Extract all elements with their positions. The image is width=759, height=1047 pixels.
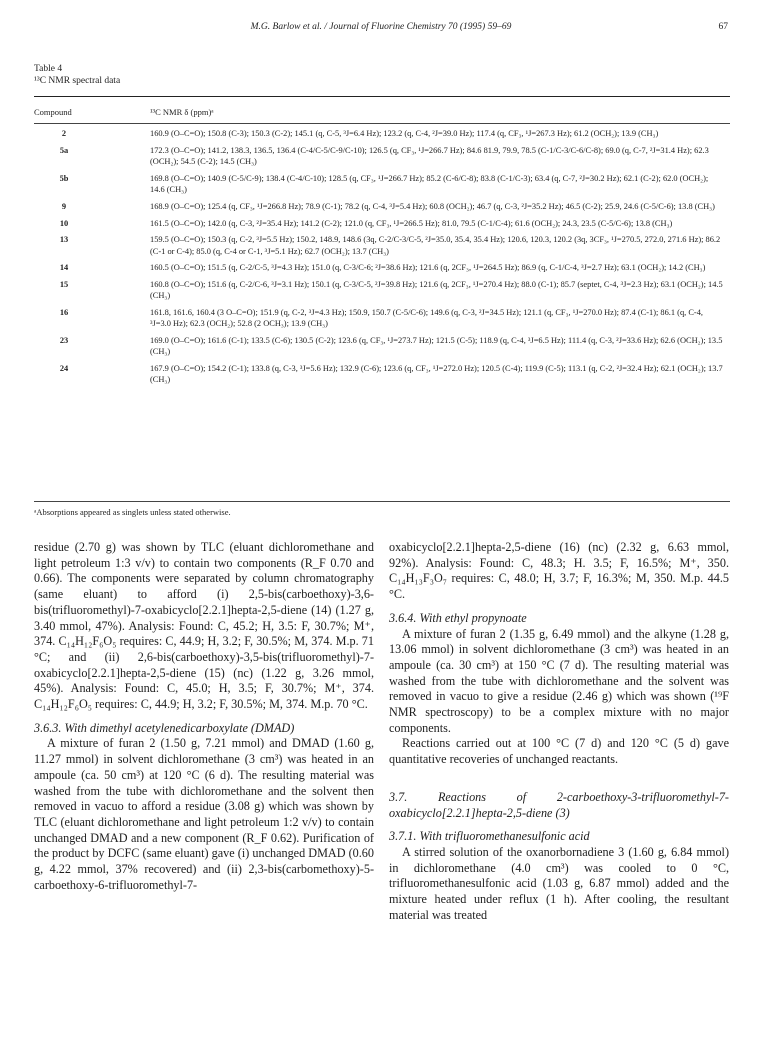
table-label: Table 4 [34, 64, 63, 74]
compound-id: 5a [59, 145, 69, 155]
left-text-column [34, 540, 374, 893]
table-row [34, 128, 730, 139]
table-body [34, 128, 730, 391]
page-number: 67 [718, 22, 728, 32]
journal-citation: M.G. Barlow et al. / Journal of Fluorine Chemistry 70 (1995) 59–69 [250, 22, 512, 32]
table-row [34, 145, 730, 167]
section-heading: 3.6.3. With dimethyl acetylenedicarboxylate (DMAD) [34, 720, 295, 735]
section-heading: 3.7. Reactions of 2-carboethoxy-3-trifluoromethyl-7-oxabicyclo[2.2.1]hepta-2,5-diene (3) [389, 789, 729, 820]
table-row [34, 262, 730, 273]
nmr-data: 159.5 (O–C=O); 150.3 (q, C-2, ³J=5.5 Hz); 150.2, 148.9, 148.6 (3q, C-2/C-3/C-5, ²J=35.0, 35.4, 35.4 Hz); 120.6, 120.3, 120.2 (3q, 3CF₃, ¹J=270.5, 272.0, 271.6 Hz); 86.2 (C-1 or C-4); 85.0 (q, C-4 or C-1, ³J=5.1 Hz); 62.7 (OCH₂); 13.7 (CH₃) [150, 235, 721, 256]
compound-id: 15 [59, 280, 69, 290]
table-row [34, 234, 730, 256]
nmr-data: 169.0 (O–C=O); 161.6 (C-1); 133.5 (C-6); 130.5 (C-2); 123.6 (q, CF₃, ¹J=273.7 Hz); 121.5 (C-5); 118.9 (q, C-4, ³J=6.5 Hz); 111.4 (q, C-3, ²J=33.6 Hz); 62.6 (OCH₂); 13.5 (CH₃) [150, 336, 723, 357]
body-paragraph: oxabicyclo[2.2.1]hepta-2,5-diene (16) (nc) (2.32 g, 6.63 mmol, 92%). Analysis: Found: C, 48.3; H. 3.5; F, 16.5%; M⁺, 350. C₁₄H₁₃F₃O₇ requires: C, 48.0; H, 3.7; F, 16.3%; M, 350. M.p. 44.5 °C. [389, 540, 729, 602]
compound-id: 23 [59, 336, 69, 346]
table-header-rule [34, 123, 730, 124]
nmr-data: 160.5 (O–C=O); 151.5 (q, C-2/C-5, ³J=4.3 Hz); 151.0 (q, C-3/C-6; ²J=38.6 Hz); 121.6 (q, 2CF₃, ¹J=264.5 Hz); 86.9 (q, C-1/C-4, ³J=2.7 Hz); 63.1 (OCH₂); 14.2 (CH₃) [150, 263, 706, 273]
column-header-nmr: ¹³C NMR δ (ppm)ᵃ [150, 107, 214, 117]
running-header [34, 22, 728, 36]
body-paragraph: residue (2.70 g) was shown by TLC (eluant dichloromethane and light petroleum 1:3 v/v) to contain two components (R_F 0.70 and 0.66). The components were separated by column chromatography (same eluant) to afford (i) 2,5-bis(carboethoxy)-3,6-bis(trifluoromethyl)-7-oxabicyclo[2.2.1]hepta-2,5-diene (14) (1.27 g, 3.40 mmol, 47%). Analysis: Found: C, 45.2; H, 3.5: F, 30.7%; M⁺, 374. C₁₄H₁₂F₆O₅ requires: C, 44.9; H, 3.2; F, 30.5%; M, 374. M.p. 71 °C; and (ii) 2,6-bis(carboethoxy)-3,5-bis(trifluoromethyl)-7-oxabicyclo[2.2.1]hepta-2,5-diene (15) (nc) (1.22 g, 3.26 mmol, 45%). Analysis: Found: C, 45.0; H, 3.5; F, 30.7%; M⁺, 374. C₁₄H₁₂F₆O₅ requires: C, 44.9; H, 3.2; F, 30.5%; M, 374. M.p. 70 °C. [34, 540, 374, 712]
nmr-data: 167.9 (O–C=O); 154.2 (C-1); 133.8 (q, C-3, ³J=5.6 Hz); 132.9 (C-6); 123.6 (q, CF₃, ¹J=272.0 Hz); 120.5 (C-4); 119.9 (C-5); 113.1 (q, C-2, ²J=32.4 Hz); 62.1 (OCH₂); 13.7 (CH₃) [150, 364, 723, 385]
body-paragraph: A mixture of furan 2 (1.50 g, 7.21 mmol) and DMAD (1.60 g, 11.27 mmol) in solvent dichloromethane (3 cm³) was heated in an ampoule (ca. 50 cm³) at 120 °C (6 d). The resulting material was washed from the tube with dichloromethane and the solvent then removed in vacuo to afford a residue (3.08 g) which was shown by TLC (eluant dichloromethane and light petroleum 1:2 v/v) to contain unchanged DMAD and a new component (R_F 0.62). Purification of the product by DCFC (same eluant) gave (i) unchanged DMAD (0.60 g, 4.22 mmol, 37% recovered) and (ii) 2,3-bis(carbomethoxy)-5-carboethoxy-6-trifluoromethyl-7- [34, 736, 374, 892]
compound-id: 10 [59, 218, 69, 228]
nmr-data: 169.8 (O–C=O); 140.9 (C-5/C-9); 138.4 (C-4/C-10); 128.5 (q, CF₃, ¹J=266.7 Hz); 85.2 (C-6/C-8); 83.8 (C-1/C-3); 63.4 (q, C-7, ²J=30.2 Hz); 62.1 (C-2); 62.0 (OCH₂); 14.6 (CH₃) [150, 173, 709, 194]
nmr-data: 161.8, 161.6, 160.4 (3 O–C=O); 151.9 (q, C-2, ³J=4.3 Hz); 150.9, 150.7 (C-5/C-6); 149.6 (q, C-3, ²J=34.5 Hz); 121.1 (q, CF₃, ¹J=270.0 Hz); 87.4 (C-1); 86.1 (q, C-4, ³J=3.0 Hz); 62.3 (OCH₂); 52.8 (2 OCH₃); 13.9 (CH₃) [150, 308, 703, 329]
table-row [34, 201, 730, 212]
compound-id: 14 [59, 263, 69, 273]
body-paragraph: A mixture of furan 2 (1.35 g, 6.49 mmol) and the alkyne (1.28 g, 13.06 mmol) in solvent dichloromethane (3 cm³) was heated in an ampoule (ca. 30 cm³) at 150 °C (7 d). The resulting material was washed from the tube with dichloromethane and the solvent was removed in vacuo to give a residue (2.46 g) which was shown (¹⁹F NMR spectroscopy) to be a complex mixture with no major components. [389, 626, 729, 735]
table-bottom-rule [34, 501, 730, 502]
table-row [34, 173, 730, 195]
right-text-column [389, 540, 729, 923]
nmr-data: 168.9 (O–C=O); 125.4 (q, CF₃, ¹J=266.8 Hz); 78.9 (C-1); 78.2 (q, C-4, ³J=5.4 Hz); 60.8 (OCH₂); 46.7 (q, C-3, ²J=35.2 Hz); 46.5 (C-2); 25.9, 24.6 (C-5/C-6); 13.8 (CH₃) [150, 201, 715, 211]
table-footnote: ᵃAbsorptions appeared as singlets unless stated otherwise. [34, 507, 231, 517]
body-paragraph: A stirred solution of the oxanorbornadiene 3 (1.60 g, 6.84 mmol) in dichloromethane (4.0 cm³) was cooled to 0 °C, trifluoromethanesulfonic acid (1.03 g, 6.87 mmol) added and the mixture heated under reflux (1 h). After cooling, the resultant material was treated [389, 844, 729, 922]
table-row [34, 363, 730, 385]
table-caption [34, 63, 120, 87]
subsection-heading: 3.7.1. With trifluoromethanesulfonic acid [389, 829, 590, 844]
section-heading: 3.6.4. With ethyl propynoate [389, 610, 527, 625]
table-row [34, 218, 730, 229]
nmr-data: 160.8 (O–C=O); 151.6 (q, C-2/C-6, ³J=3.1 Hz); 150.1 (q, C-3/C-5, ²J=39.8 Hz); 121.6 (q, 2CF₃, ¹J=270.4 Hz); 88.0 (C-1); 85.7 (septet, C-4, ³J=2.3 Hz); 63.1 (OCH₂); 14.5 (CH₃) [150, 280, 723, 301]
compound-id: 9 [61, 201, 67, 211]
body-paragraph: Reactions carried out at 100 °C (7 d) and 120 °C (5 d) gave quantitative recoveries of unchanged reactants. [389, 736, 729, 767]
table-row [34, 307, 730, 329]
compound-id: 5b [59, 173, 69, 183]
column-header-compound: Compound [34, 107, 72, 117]
table-title: ¹³C NMR spectral data [34, 76, 121, 86]
table-row [34, 335, 730, 357]
nmr-data: 172.3 (O–C=O); 141.2, 138.3, 136.5, 136.4 (C-4/C-5/C-9/C-10); 126.5 (q, CF₃, ¹J=266.7 Hz); 84.6 81.9, 79.9, 78.5 (C-1/C-3/C-6/C-8); 69.0 (q, C-7, ²J=31.4 Hz); 62.3 (OCH₂); 54.5 (C-2); 14.5 (CH₃) [150, 145, 709, 166]
compound-id: 2 [61, 129, 67, 138]
nmr-data: 161.5 (O–C=O); 142.0 (q, C-3, ²J=35.4 Hz); 141.2 (C-2); 121.0 (q, CF₃, ¹J=266.5 Hz); 81.0, 79.5 (C-1/C-4); 61.6 (OCH₂); 24.3, 23.5 (C-5/C-6); 13.8 (CH₃) [150, 218, 673, 228]
table-row [34, 279, 730, 301]
table-top-rule [34, 96, 730, 97]
compound-id: 13 [59, 235, 69, 245]
compound-id: 16 [59, 308, 69, 318]
nmr-data: 160.9 (O–C=O); 150.8 (C-3); 150.3 (C-2); 145.1 (q, C-5, ³J=6.4 Hz); 123.2 (q, C-4, ²J=39.0 Hz); 117.4 (q, CF₃, ¹J=267.3 Hz); 61.2 (OCH₂); 13.9 (CH₃) [150, 129, 659, 138]
compound-id: 24 [59, 364, 69, 374]
